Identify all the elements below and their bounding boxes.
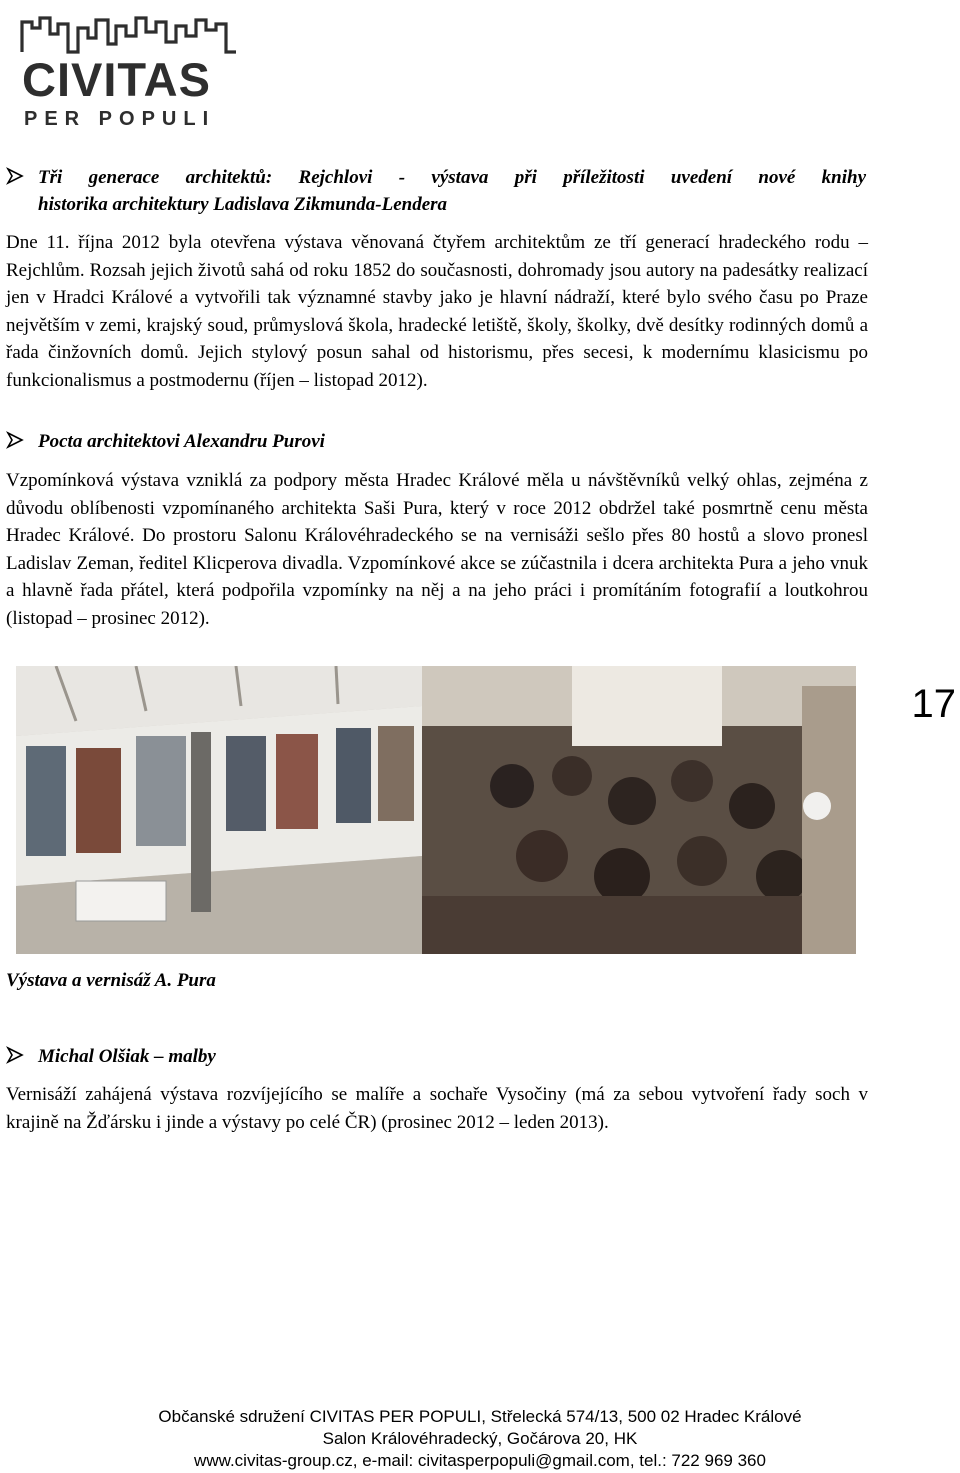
heading-line-1: Michal Olšiak – malby: [38, 1046, 216, 1067]
section-paragraph: Vernisáží zahájená výstava rozvíjejícího se malíře a sochaře Vysočiny (má za sebou vytvoření řady soch v krajině na Žďársku i jinde a výstavy po celé ČR) (prosinec 2012 – leden 2013).: [6, 1084, 868, 1133]
heading-line-2: historika architektury Ladislava Zikmunda-Lendera: [38, 194, 448, 215]
civitas-logo: [20, 14, 242, 132]
section-heading: [38, 428, 866, 455]
page-number: 17: [911, 682, 956, 726]
heading-line-1: Pocta architektovi Alexandru Purovi: [38, 431, 325, 452]
footer-address: Občanské sdružení CIVITAS PER POPULI, Střelecká 574/13, 500 02 Hradec Králové: [158, 1407, 802, 1426]
logo-subtitle: PER POPULI: [24, 108, 216, 130]
arrow-bullet-icon: [6, 1046, 26, 1066]
section-heading: [38, 1043, 866, 1070]
arrow-bullet-icon: [6, 431, 26, 451]
exhibition-photo: [16, 666, 422, 954]
section-paragraph: Vzpomínková výstava vzniklá za podpory města Hradec Králové měla u návštěvníků velký ohlas, zejména z důvodu oblíbenosti vzpomínaného architekta Saši Pura, který v roce 2012 obdržel také posmrtně cenu města Hradec Králové. Do prostoru Salonu Královéhradeckého se na vernisáži sešlo přes 80 hostů a slovo pronesl Ladislav Zeman, ředitel Klicperova divadla. Vzpomínkové akce se zúčastnila i dcera architekta Pura a jeho vnuk a hlavně řada přátel, která podpořila vzpomínky na něj a na jeho práci i promítáním fotografií a loutkohrou (listopad – prosinec 2012).: [6, 470, 868, 629]
section-paragraph: Dne 11. října 2012 byla otevřena výstava věnovaná čtyřem architektům ze tří generací hradeckého rodu – Rejchlům. Rozsah jejich životů sahá od roku 1852 do současnosti, dohromady jsou autory na padesátky realizací jen v Hradci Králové a vytvořili tak významné stavby jako je hlavní nádraží, které bylo svého času po Praze největším v zemi, krajský soud, průmyslová škola, hradecké letiště, školy, školky, dvě desítky rodinných domů a řada činžovních domů. Jejich stylový posun sahal od historismu, přes secesi, k modernímu klasicismu po funkcionalismus a postmodernu (říjen – listopad 2012).: [6, 232, 868, 391]
photo-caption: Výstava a vernisáž A. Pura: [6, 970, 216, 991]
skyline-icon: [20, 14, 240, 54]
logo-wordmark: CIVITAS: [22, 53, 211, 106]
arrow-bullet-icon: [6, 167, 26, 187]
footer-salon: Salon Královéhradecký, Gočárova 20, HK: [322, 1429, 638, 1448]
vernissage-photo: [422, 666, 856, 954]
section-heading: [38, 164, 866, 218]
page-footer: [0, 1406, 960, 1472]
footer-contact: www.civitas-group.cz, e-mail: civitasperpopuli@gmail.com, tel.: 722 969 360: [194, 1451, 766, 1470]
heading-line-1: Tři generace architektů: Rejchlovi - výstava při příležitosti uvedení nové knihy: [38, 167, 866, 188]
